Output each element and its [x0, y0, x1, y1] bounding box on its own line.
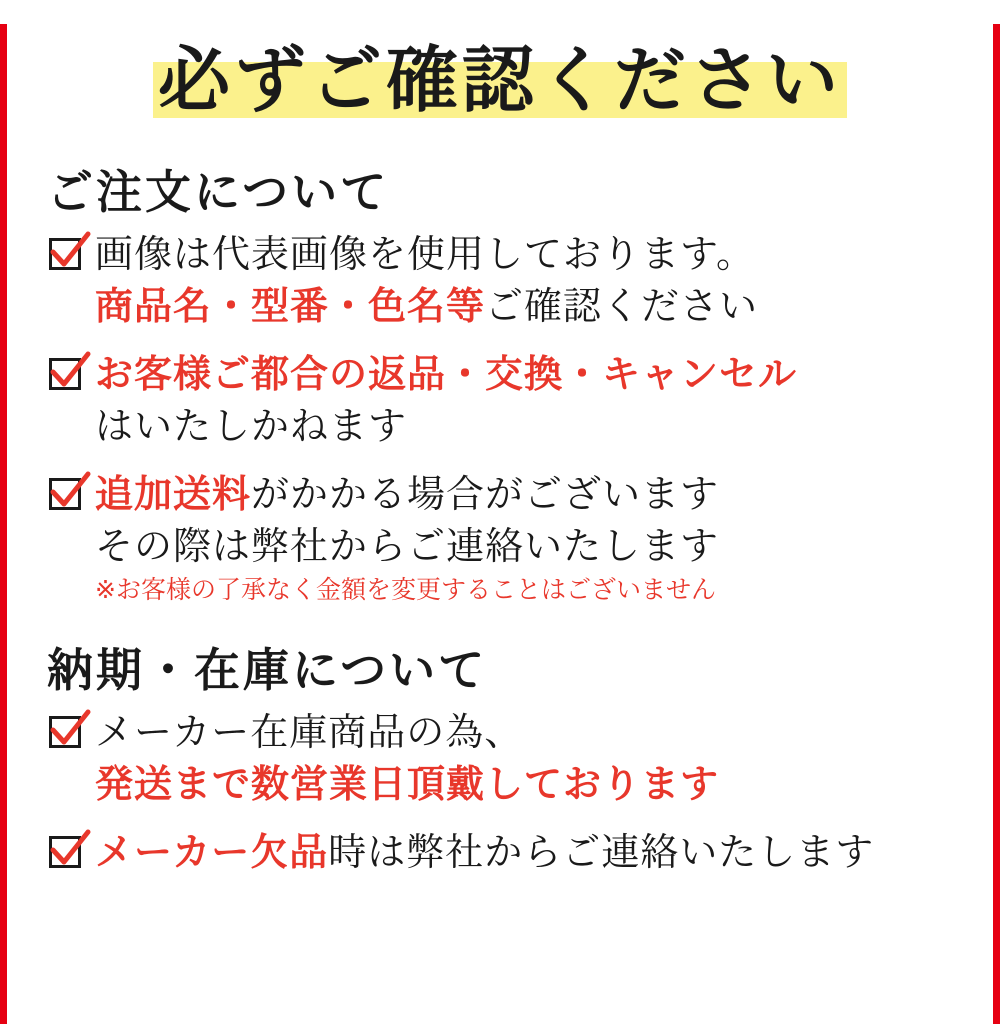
text-line [95, 468, 967, 520]
text-emphasis: メーカー欠品 [95, 830, 329, 874]
list-item [47, 348, 967, 452]
text-emphasis: 追加送料 [95, 472, 252, 516]
list-item-text [95, 826, 967, 878]
text-line [95, 280, 967, 332]
page-title [33, 24, 967, 144]
notice-content [7, 24, 993, 1024]
checkbox-checked-icon [47, 354, 87, 394]
list-item [47, 468, 967, 608]
text-line: メーカー在庫商品の為、 [95, 710, 524, 754]
section-heading-delivery: 納期・在庫について [47, 643, 488, 697]
list-item-text [95, 348, 967, 452]
text-line: 画像は代表画像を使用しております。 [95, 232, 755, 276]
list-item [47, 826, 967, 878]
list-item-text [95, 228, 967, 332]
section-heading-orders: ご注文について [47, 165, 390, 219]
notice-page [0, 24, 1000, 1024]
text-plain: ご確認ください [485, 284, 759, 328]
checkbox-checked-icon [47, 712, 87, 752]
text-plain: 時は弊社からご連絡いたします [328, 830, 875, 874]
list-item [47, 228, 967, 332]
text-line: その際は弊社からご連絡いたします [95, 524, 720, 568]
footnote: ※お客様の了承なく金額を変更することはございません [95, 575, 716, 604]
list-item [47, 706, 967, 810]
checkbox-checked-icon [47, 474, 87, 514]
text-line [95, 826, 967, 878]
checkbox-checked-icon [47, 832, 87, 872]
text-plain: がかかる場合がございます [251, 472, 720, 516]
text-emphasis: 商品名・型番・色名等 [95, 284, 486, 328]
text-line: はいたしかねます [95, 404, 408, 448]
text-line: 発送まで数営業日頂戴しております [95, 762, 720, 806]
page-title-text: 必ずご確認ください [157, 38, 842, 122]
list-item-text [95, 706, 967, 810]
list-item-text [95, 468, 967, 608]
text-line: お客様ご都合の返品・交換・キャンセル [95, 352, 798, 396]
checkbox-checked-icon [47, 234, 87, 274]
